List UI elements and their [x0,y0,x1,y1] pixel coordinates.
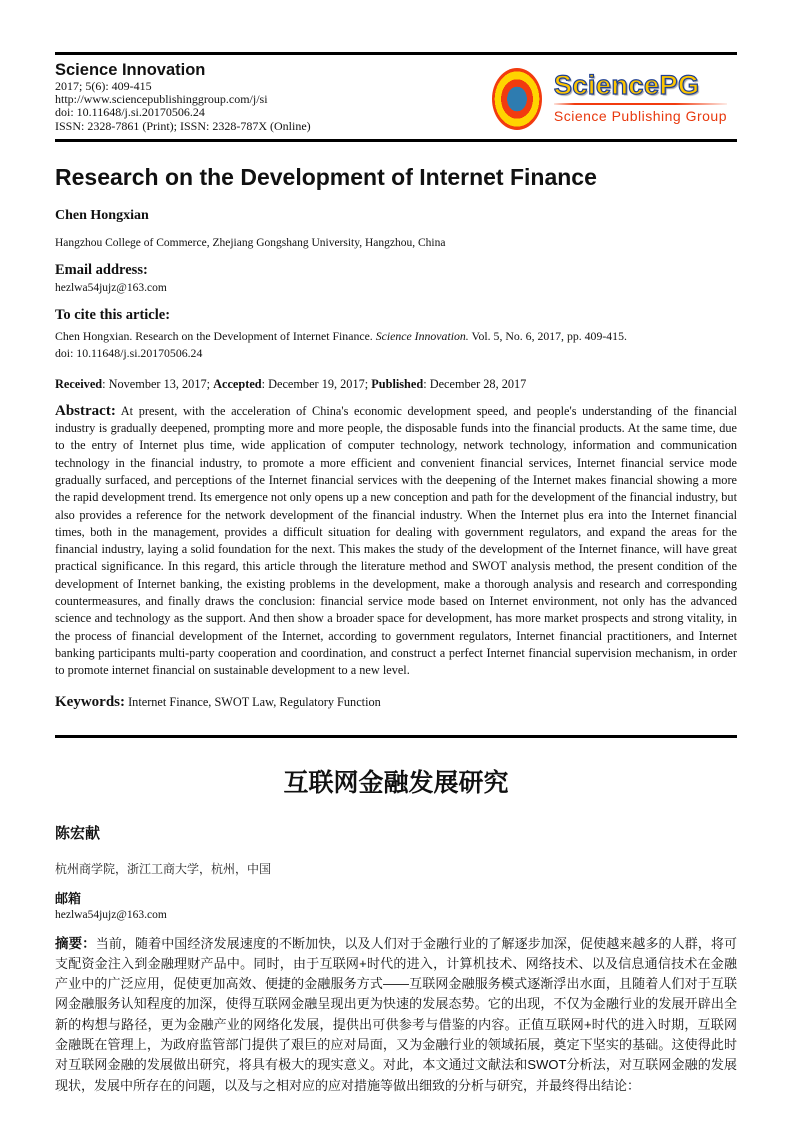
accepted-label: Accepted [213,376,262,391]
citation-journal-name: Science Innovation. [375,328,469,343]
journal-issue-line: 2017; 5(6): 409-415 [55,79,152,93]
chinese-affiliation: 杭州商学院，浙江工商大学，杭州，中国 [55,861,272,876]
chinese-title: 互联网金融发展研究 [283,768,509,797]
author-name: Chen Hongxian [55,207,149,223]
logo-red-rule [554,103,727,105]
citation-volume: Vol. 5, No. 6, 2017, pp. 409-415. [468,328,627,343]
keywords-text: Internet Finance, SWOT Law, Regulatory Function [125,694,381,709]
journal-name: Science Innovation [55,61,206,79]
abstract-label: Abstract: [55,402,116,419]
email-address: hezlwa54jujz@163.com [55,281,167,294]
received-date: : November 13, 2017; [102,376,214,391]
sciencepg-brand-name: SciencePG [553,70,700,100]
chinese-email-address: hezlwa54jujz@163.com [55,908,167,921]
journal-url: http://www.sciencepublishinggroup.com/j/si [55,92,268,107]
header-bottom-rule [55,139,737,142]
received-label: Received [55,376,103,391]
citation [55,328,737,362]
author-affiliation: Hangzhou College of Commerce, Zhejiang Gongshang University, Hangzhou, China [55,236,446,249]
chinese-abstract-label: 摘要： [55,935,96,951]
chinese-abstract-paragraph [55,934,737,1096]
chinese-email-heading: 邮箱 [55,890,82,906]
journal-issn-line: ISSN: 2328-7861 (Print); ISSN: 2328-787X (Online) [55,118,311,133]
article-dates [55,377,737,392]
page [55,52,737,1096]
published-date: : December 28, 2017 [423,376,527,391]
citation-text: Chen Hongxian. Research on the Development of Internet Finance. [55,328,376,343]
article-title: Research on the Development of Internet Finance [55,163,597,190]
keywords-line [55,694,737,711]
sciencepg-logo [492,68,727,130]
accepted-date: : December 19, 2017; [261,376,372,391]
chinese-abstract-text: 当前，随着中国经济发展速度的不断加快，以及人们对于金融行业的了解逐步加深，促使越来越多的人群，将可支配资金注入到金融理财产品中。同时，由于互联网+时代的进入，计算机技术、网络技术、以及信息通信技术在金融产业中的广泛应用，促使更加高效、便捷的金融服务方式——互联网金融服务模式逐渐浮出水面，且随着人们对于互联网金融服务认知程度的加深，使得互联网金融呈现出更为快速的发展态势。它的出现，不仅为金融行业的发展开辟出全新的构想与路径，更为金融产业的网络化发展，提供出可供参考与借鉴的内容。正值互联网+时代的进入时期，互联网金融既在管理上，为政府监管部门提供了艰巨的应对局面，又为金融行业的领域拓展，奠定下坚实的基础。这使得此时对互联网金融的发展做出研究，将具有极大的现实意义。对此，本文通过文献法和SWOT分析法，对互联网金融的发展现状，发展中所存在的问题，以及与之相对应的应对措施等做出细致的分析与研究，并最终得出结论： [55,935,737,1093]
journal-doi-line: doi: 10.11648/j.si.20170506.24 [55,105,205,120]
cite-heading: To cite this article: [55,306,171,323]
chinese-author-name: 陈宏献 [55,824,101,842]
keywords-label: Keywords: [55,693,125,710]
sciencepg-logo-icon [492,68,542,130]
sciencepg-tagline: Science Publishing Group [553,108,727,124]
section-divider-rule [55,735,737,738]
published-label: Published [371,376,424,391]
abstract-paragraph [55,403,737,680]
journal-info [55,60,311,133]
email-heading: Email address: [55,261,148,278]
sciencepg-logo-text [554,68,727,124]
citation-doi: doi: 10.11648/j.si.20170506.24 [55,345,203,360]
journal-header [55,55,737,139]
abstract-text: At present, with the acceleration of China's economic development speed, and people's understanding of the financial industry is gradually deepened, prompting more and more people, the disposable funds into the financial products. At the same time, due to the entry of Internet plus time, wide application of computer technology, network technology, information and communication technology in the financial industry, to promote a more efficient and convenient financial services, Internet financial service mode gradually surfaced, and perceptions of the Internet financial services with the deepening of the Internet makes financial showing a more the rapid development trend. Its emergence not only opens up a new conception and path for the development of the financial industry, but also provides a reference for the network development of the financial industry. When the Internet plus era into the Internet financial times, both in the management, provides a difficult situation for dealing with government regulators, and expand the areas for the financial industry, laying a solid foundation for the next. This makes the study of the development of the Internet finance, will have great practical significance. In this regard, this article through the literature method and SWOT analysis method, the present condition of the development of Internet banking, the existing problems in the development, make a thorough analysis and research and corresponding countermeasures, and finally draws the conclusion: financial service mode based on Internet environment, not only has the advanced science and technology as the support. And then show a broader space for development, has more market prospects and strong vitality, in the process of financial development of the Internet, according to government regulators, Internet financial practitioners, and Internet banking participants multi-party cooperation and coordination, and construct a perfect Internet financial supervision mechanism, in order to promote internet financial on sustainable development to a new level. [55,403,737,678]
